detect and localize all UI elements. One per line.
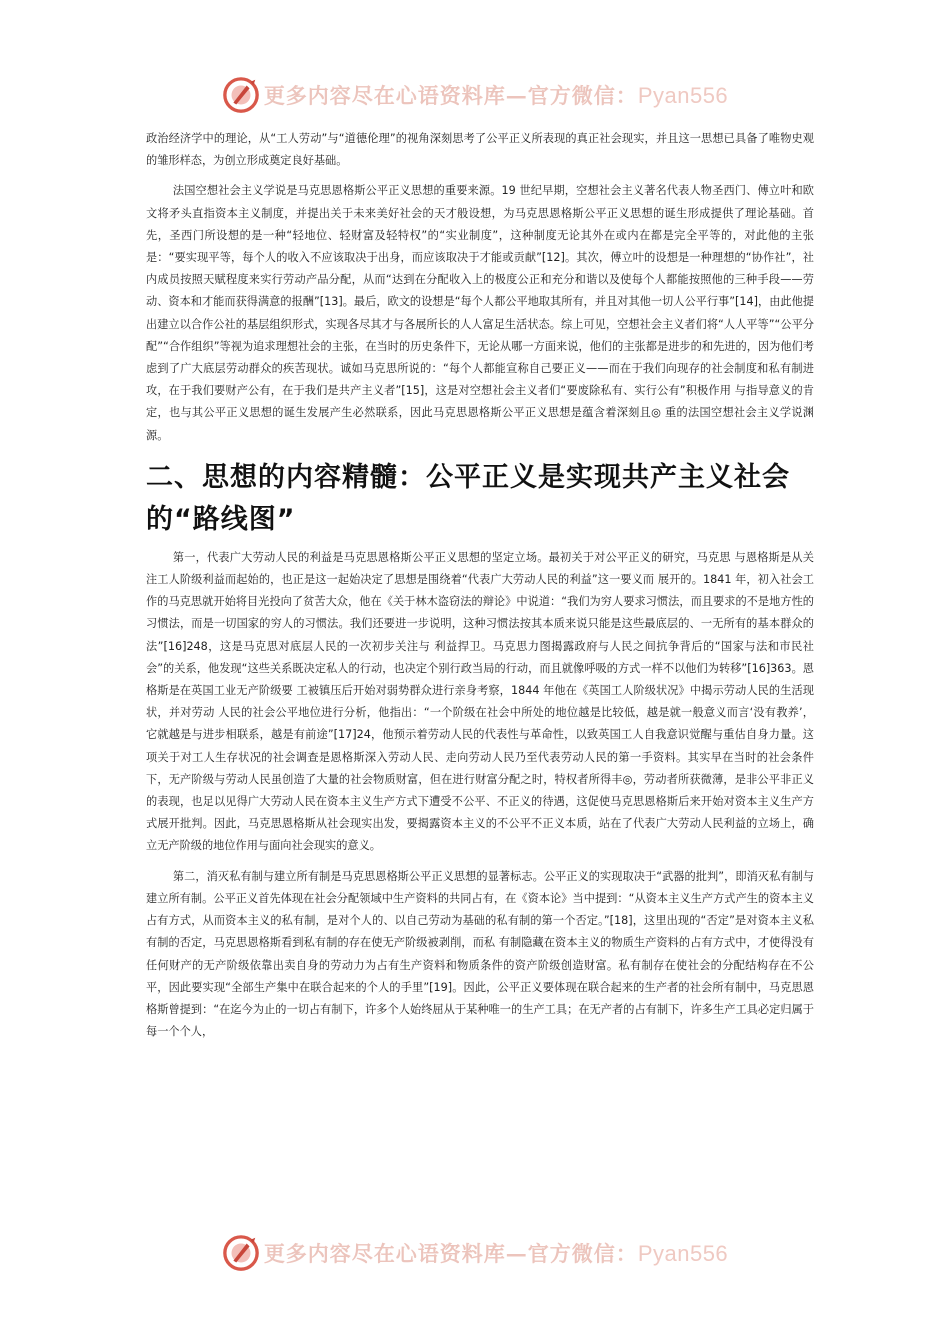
paragraph-first-point: 第一，代表广大劳动人民的利益是马克思恩格斯公平正义思想的坚定立场。最初关于对公平正义的研究，马克思 与恩格斯是从关注工人阶级利益而起始的，也正是这一起始决定了思想是围绕着“代表广大劳动人民的利益”这一要义而 展开的。1841 年，初入社会工作的马克思就开始将目光投向了贫苦大众，他在《关于林木盗窃法的辩论》中说道：“我们为穷人要求习惯法，而且要求的不是地方性的习惯法，而是一切国家的穷人的习惯法。我们还要进一步说明，这种习惯法按其本质来说只能是这些最底层的、一无所有的基本群众的法”[16]248，这是马克思对底层人民的一次初步关注与 利益捍卫。马克思力图揭露政府与人民之间抗争背后的“国家与法和市民社会”的关系，他发现“这些关系既决定私人的行动，也决定个别行政当局的行动，而且就像呼吸的方式一样不以他们为转移”[16]363。恩格斯是在英国工业无产阶级要 工被镇压后开始对弱势群众进行亲身考察，1844 年他在《英国工人阶级状况》中揭示劳动人民的生活现状，并对劳动 人民的社会公平地位进行分析，他指出：“一个阶级在社会中所处的地位越是比较低，越是就一般意义而言‘没有教养’， 它就越是与进步相联系，越是有前途”[17]24，他预示着劳动人民的代表性与革命性，以致英国工人自我意识觉醒与重估自身力量。这项关于对工人生存状况的社会调查是恩格斯深入劳动人民、走向劳动人民乃至代表劳动人民的第一手资料。其实早在当时的社会条件下，无产阶级与劳动人民虽创造了大量的社会物质财富，但在进行财富分配之时，特权者所得丰◎，劳动者所获微薄，是非公平非正义的表现，也足以见得广大劳动人民在资本主义生产方式下遭受不公平、不正义的待遇，这促使马克思恩格斯后来开始对资本主义生产方式展开批判。因此，马克思恩格斯从社会现实出发，要揭露资本主义的不公平不正义本质，站在了代表广大劳动人民利益的立场上，确立无产阶级的地位作用与面向社会现实的意义。: [146, 550, 814, 853]
banner-main-text: 更多内容尽在心语资料库—官方微信：: [263, 83, 638, 108]
paragraph-continued: 政治经济学中的理论，从“工人劳动”与“道德伦理”的视角深刻思考了公平正义所表现的真正社会现实，并且这一思想已具备了唯物史观的雏形样态，为创立形成奠定良好基础。: [146, 132, 814, 168]
document-body: [146, 128, 814, 1043]
logo-icon: [222, 1234, 260, 1272]
banner-main-text: 更多内容尽在心语资料库—官方微信：: [263, 1241, 638, 1266]
footer-banner-inner: [222, 1234, 728, 1272]
header-banner-inner: [222, 76, 728, 114]
header-banner: [0, 72, 950, 118]
logo-icon: [222, 76, 260, 114]
header-banner-text: [264, 80, 728, 110]
paragraph-second-point: 第二，消灭私有制与建立所有制是马克思恩格斯公平正义思想的显著标志。公平正义的实现取决于“武器的批判”，即消灭私有制与建立所有制。公平正义首先体现在社会分配领域中生产资料的共同占有，在《资本论》当中提到：“从资本主义生产方式产生的资本主义占有方式，从而资本主义的私有制，是对个人的、以自己劳动为基础的私有制的第一个否定。”[18]，这里出现的“否定”是对资本主义私有制的否定，马克思恩格斯看到私有制的存在使无产阶级被剥削，而私 有制隐藏在资本主义的物质生产资料的占有方式中，才使得没有任何财产的无产阶级依靠出卖自身的劳动力为占有生产资料和物质条件的资产阶级创造财富。私有制存在使社会的分配结构存在不公平，因此要实现“全部生产集中在联合起来的个人的手里”[19]。因此，公平正义要体现在联合起来的生产者的社会所有制中，马克思恩格斯曾提到：“在迄今为止的一切占有制下，许多个人始终屈从于某种唯一的生产工具；在无产者的占有制下，许多生产工具必定归属于每一个个人，: [146, 869, 814, 1039]
section-heading: 二、思想的内容精髓：公平正义是实现共产主义社会的“路线图”: [146, 461, 790, 535]
banner-wechat-id: Pyan556: [637, 83, 729, 108]
footer-banner-text: [264, 1238, 728, 1268]
banner-wechat-id: Pyan556: [637, 1241, 729, 1266]
footer-banner: [0, 1230, 950, 1276]
paragraph-utopian-socialism: 法国空想社会主义学说是马克思恩格斯公平正义思想的重要来源。19 世纪早期，空想社会主义著名代表人物圣西门、傅立叶和欧文将矛头直指资本主义制度，并提出关于未来美好社会的天才般设想，为马克思恩格斯公平正义思想的诞生形成提供了理论基础。首先，圣西门所设想的是一种“轻地位、轻财富及轻特权”的“实业制度”，这种制度无论其外在或内在都是完全平等的，对此他的主张是：“要实现平等，每个人的收入不应该取决于出身，而应该取决于才能或贡献”[12]。其次，傅立叶的设想是一种理想的“协作社”，社内成员按照天赋程度来实行劳动产品分配，从而“达到在分配收入上的极度公正和充分和谐以及使每个人都能按照他的三种手段——劳动、资本和才能而获得满意的报酬”[13]。最后，欧文的设想是“每个人都公平地取其所有，并且对其他一切人公平行事”[14]，由此他提出建立以合作公社的基层组织形式，实现各尽其才与各展所长的人人富足生活状态。综上可见，空想社会主义者们将“人人平等”“公平分配”“合作组织”等视为追求理想社会的主张，在当时的历史条件下，无论从哪一方面来说，他们的主张都是进步的和先进的，因为他们考虑到了广大底层劳动群众的疾苦现状。诚如马克思所说的：“每个人都能宣称自己要正义——而在于我们向现存的社会制度和私有制进攻，在于我们要财产公有，在于我们是共产主义者”[15]，这是对空想社会主义者们“要废除私有、实行公有”积极作用 与指导意义的肯定，也与其公平正义思想的诞生发展产生必然联系，因此马克思恩格斯公平正义思想是蕴含着深刻且◎ 重的法国空想社会主义学说渊源。: [146, 184, 814, 442]
